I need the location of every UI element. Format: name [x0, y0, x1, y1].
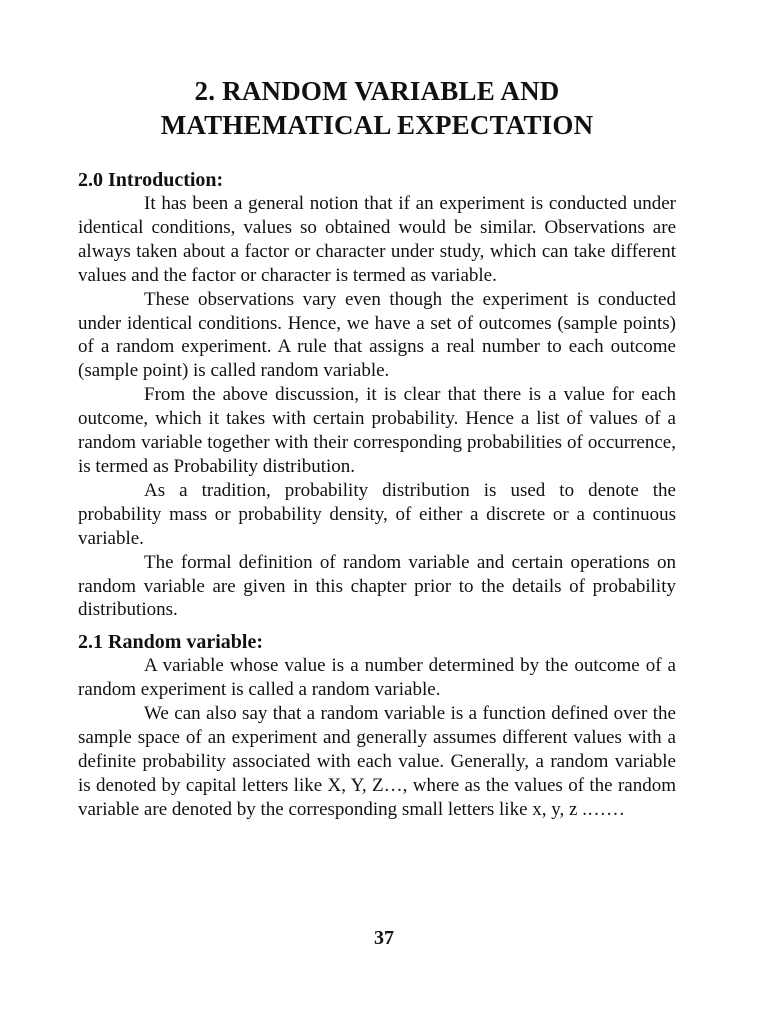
intro-paragraph-3: From the above discussion, it is clear that there is a value for each outcome, which it takes with certain probability. Hence a list of values of a random variable together with their corresponding probabilities of occurrence, is termed as Probability distribution. — [78, 384, 676, 477]
intro-paragraph-5: The formal definition of random variable and certain operations on random variable are given in this chapter prior to the details of probability distributions. — [78, 551, 676, 621]
intro-paragraph-1: It has been a general notion that if an experiment is conducted under identical conditions, values so obtained would be similar. Observations are always taken about a factor or character under study, which can take different values and the factor or character is termed as variable. — [78, 193, 676, 286]
intro-paragraph-4: As a tradition, probability distribution is used to denote the probability mass or probability density, of either a discrete or a continuous variable. — [78, 479, 676, 549]
page-number: 37 — [374, 927, 394, 949]
random-variable-paragraph-2: We can also say that a random variable is a function defined over the sample space of an experiment and generally assumes different values with a definite probability associated with each value. Generally, a random variable is denoted by capital letters like X, Y, Z…, where as the values of the random variable are denoted by the corresponding small letters like x, y, z .…… — [78, 703, 676, 820]
page-content — [78, 72, 676, 822]
section-heading-introduction: 2.0 Introduction: — [78, 169, 224, 191]
chapter-title-line-2: MATHEMATICAL EXPECTATION — [160, 110, 594, 140]
chapter-title — [78, 74, 676, 142]
intro-paragraph-2: These observations vary even though the experiment is conducted under identical conditions. Hence, we have a set of outcomes (sample points) of a random experiment. A rule that assigns a real number to each outcome (sample point) is called random variable. — [78, 288, 676, 382]
section-heading-random-variable: 2.1 Random variable: — [78, 631, 263, 654]
random-variable-paragraph-1: A variable whose value is a number determined by the outcome of a random experiment is called a random variable. — [78, 655, 676, 701]
chapter-title-line-1: 2. RANDOM VARIABLE AND — [194, 76, 560, 106]
